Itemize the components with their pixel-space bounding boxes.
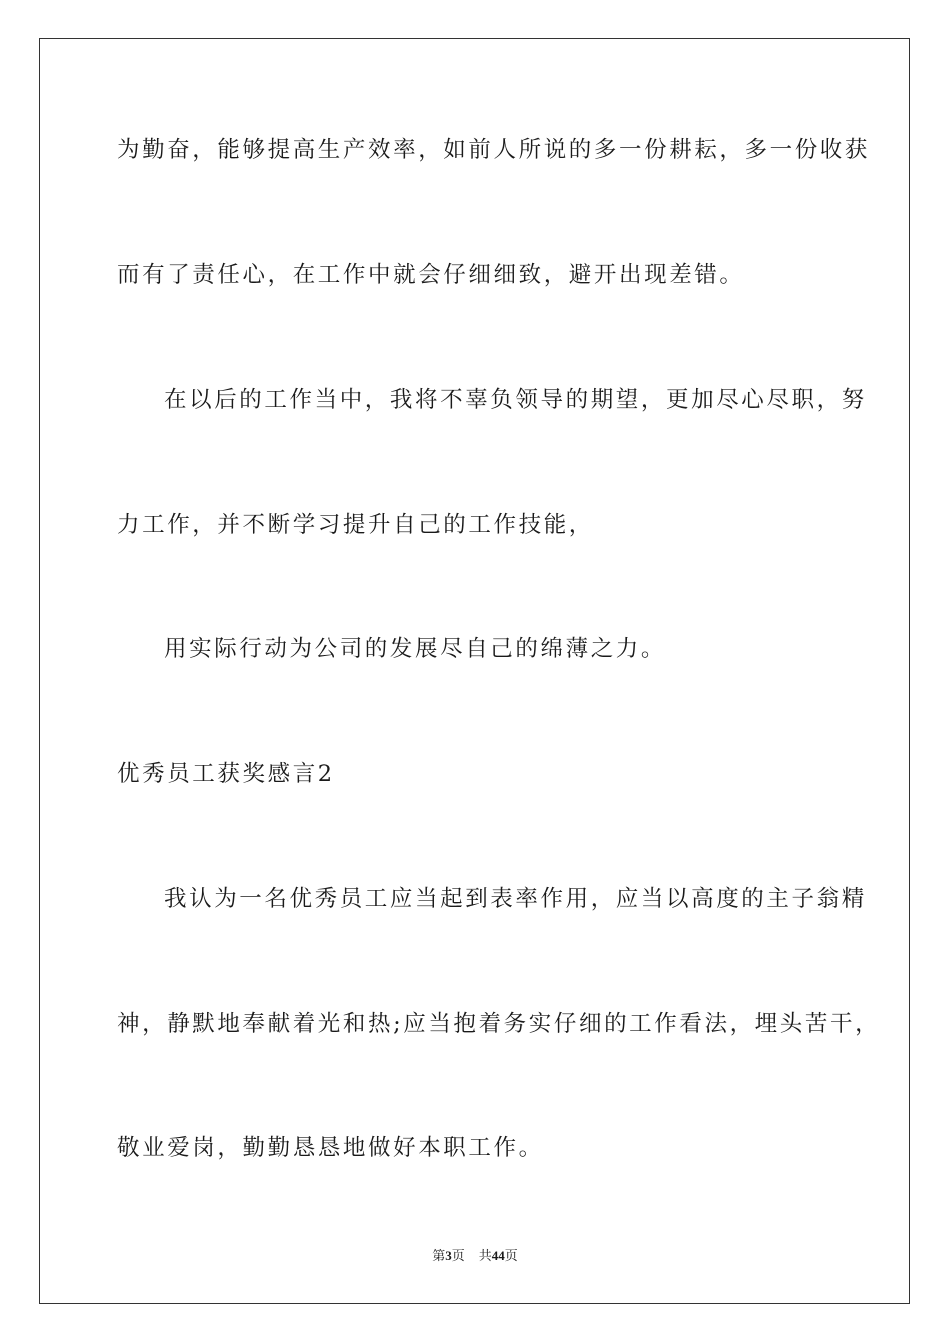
body-line-1: 为勤奋，能够提高生产效率，如前人所说的多一份耕耘，多一份收获 [117,137,871,163]
body-line-4: 力工作，并不断学习提升自己的工作技能， [117,512,594,538]
page-prefix: 第 [432,1248,446,1263]
page-suffix: 页 [451,1248,465,1263]
total-suffix: 页 [504,1248,518,1263]
body-line-5: 用实际行动为公司的发展尽自己的绵薄之力。 [164,636,667,662]
page-number: 3 [445,1248,452,1263]
page-border [39,38,910,1304]
total-pages: 44 [491,1248,505,1263]
page-footer [0,1245,950,1264]
body-line-2: 而有了责任心，在工作中就会仔细细致，避开出现差错。 [117,262,745,288]
body-line-3: 在以后的工作当中，我将不辜负领导的期望，更加尽心尽职，努 [164,387,867,413]
section-heading: 优秀员工获奖感言2 [117,761,335,787]
body-line-6: 我认为一名优秀员工应当起到表率作用，应当以高度的主子翁精 [164,886,867,912]
body-line-7: 神，静默地奉献着光和热;应当抱着务实仔细的工作看法，埋头苦干， [117,1011,881,1037]
total-prefix: 共 [478,1248,492,1263]
body-line-8: 敬业爱岗，勤勤恳恳地做好本职工作。 [117,1135,544,1161]
